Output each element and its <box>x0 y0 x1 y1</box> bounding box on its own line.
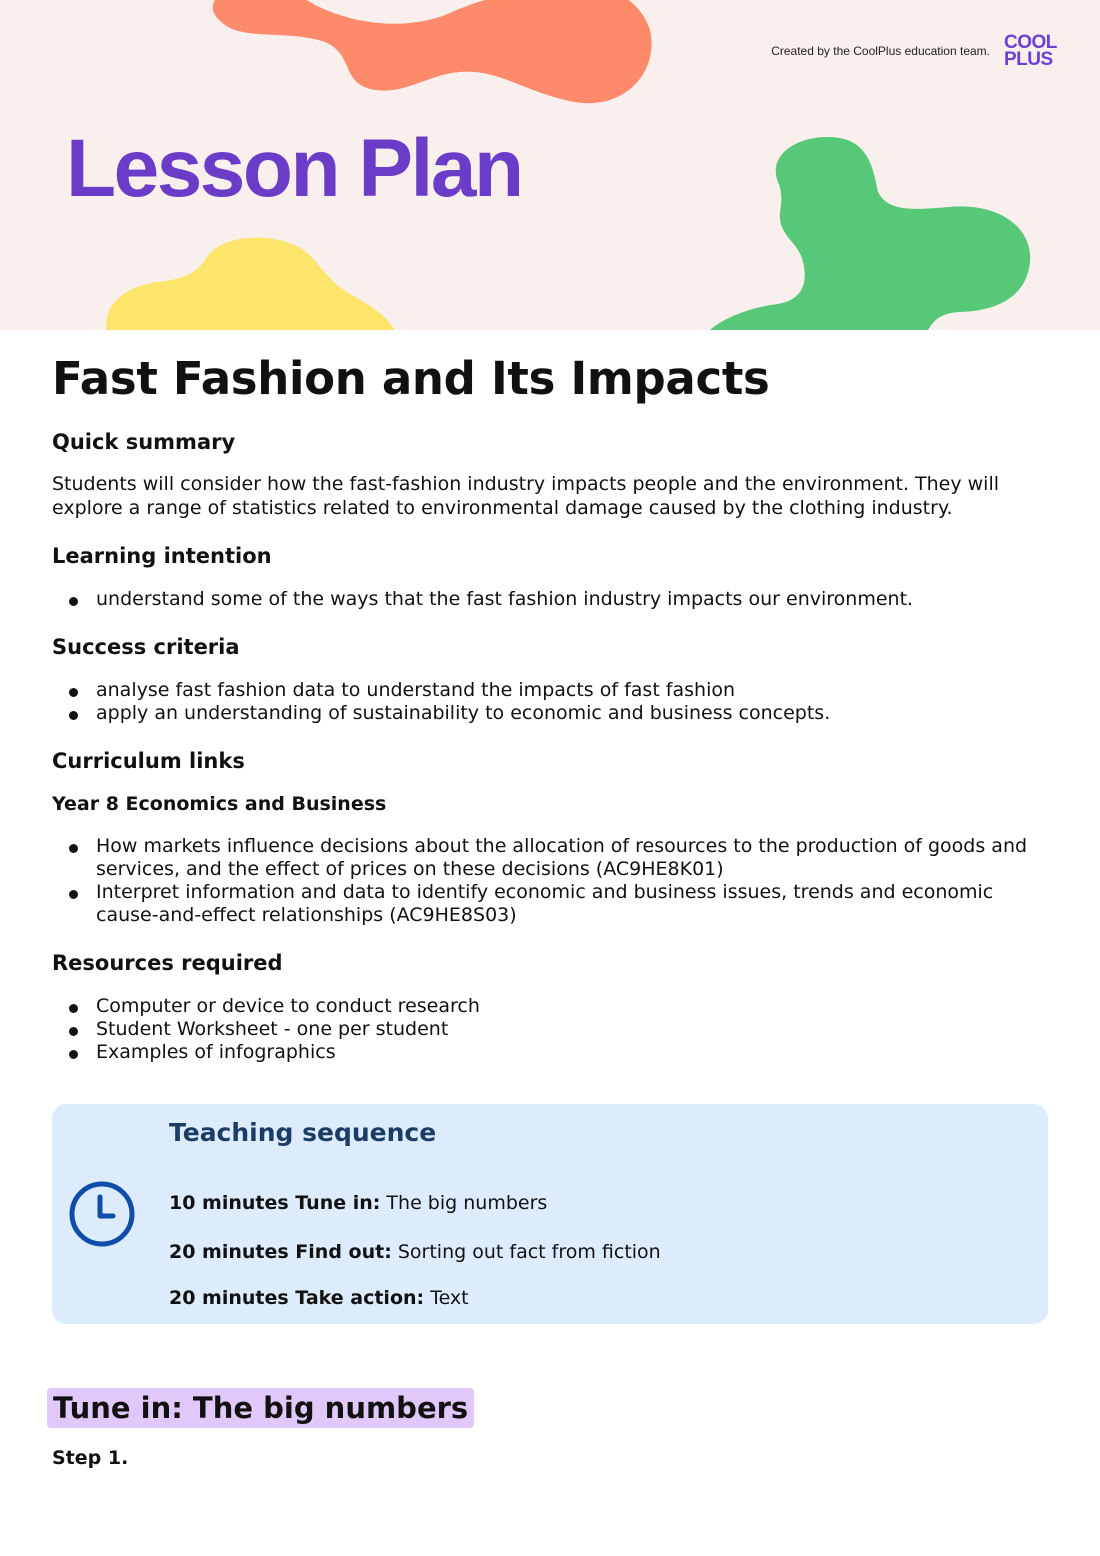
success-criteria-list <box>52 679 1048 725</box>
success-criteria-heading: Success criteria <box>52 635 240 659</box>
logo-line-2: PLUS <box>1004 49 1053 70</box>
tune-in-heading: Tune in: The big numbers <box>53 1391 469 1425</box>
curriculum-subheading: Year 8 Economics and Business <box>52 793 387 815</box>
list-item: How markets influence decisions about the allocation of resources to the production of goods and services, and the effect of prices on these decisions (AC9HE8K01) <box>52 835 1048 881</box>
list-item: Student Worksheet - one per student <box>52 1018 1048 1041</box>
list-item: understand some of the ways that the fast fashion industry impacts our environment. <box>52 588 1048 611</box>
credit-text: Created by the CoolPlus education team. <box>771 44 990 58</box>
sequence-row-text: The big numbers <box>386 1192 548 1214</box>
teaching-sequence-heading: Teaching sequence <box>169 1118 437 1147</box>
list-item: apply an understanding of sustainability to economic and business concepts. <box>52 702 1048 725</box>
sequence-row <box>169 1285 469 1311</box>
learning-intention-heading: Learning intention <box>52 544 272 568</box>
sequence-row <box>169 1239 661 1265</box>
list-item: Examples of infographics <box>52 1041 1048 1064</box>
coolplus-logo <box>1004 34 1068 68</box>
curriculum-links-list <box>52 835 1048 927</box>
tune-in-banner <box>47 1388 474 1428</box>
sequence-row <box>169 1190 547 1216</box>
hero-title: Lesson Plan <box>66 123 522 214</box>
resources-list <box>52 995 1048 1064</box>
sequence-row-label: 20 minutes Find out: <box>169 1241 392 1263</box>
sequence-row-label: 20 minutes Take action: <box>169 1287 425 1309</box>
hero-banner <box>0 0 1100 330</box>
yellow-paint-blob <box>102 232 402 330</box>
lesson-title: Fast Fashion and Its Impacts <box>52 352 770 405</box>
quick-summary-heading: Quick summary <box>52 430 236 454</box>
sequence-row-label: 10 minutes Tune in: <box>169 1192 381 1214</box>
list-item: Interpret information and data to identify economic and business issues, trends and economic cause-and-effect relationships (AC9HE8S03) <box>52 881 1048 927</box>
learning-intention-list <box>52 588 1048 611</box>
step-label: Step 1. <box>52 1447 129 1469</box>
resources-heading: Resources required <box>52 951 283 975</box>
curriculum-links-heading: Curriculum links <box>52 749 245 773</box>
clock-icon <box>68 1180 136 1248</box>
orange-paint-blob <box>205 0 665 120</box>
sequence-row-text: Text <box>430 1287 469 1309</box>
lesson-content <box>52 348 1048 1064</box>
green-paint-blob <box>708 132 1038 330</box>
sequence-row-text: Sorting out fact from fiction <box>397 1241 661 1263</box>
list-item: analyse fast fashion data to understand the impacts of fast fashion <box>52 679 1048 702</box>
quick-summary-text: Students will consider how the fast-fashion industry impacts people and the environment. They will explore a range of statistics related to environmental damage caused by the clothing industry. <box>52 473 1000 519</box>
logo-line-1: COOL <box>1004 32 1057 53</box>
list-item: Computer or device to conduct research <box>52 995 1048 1018</box>
teaching-sequence-card <box>52 1104 1048 1324</box>
